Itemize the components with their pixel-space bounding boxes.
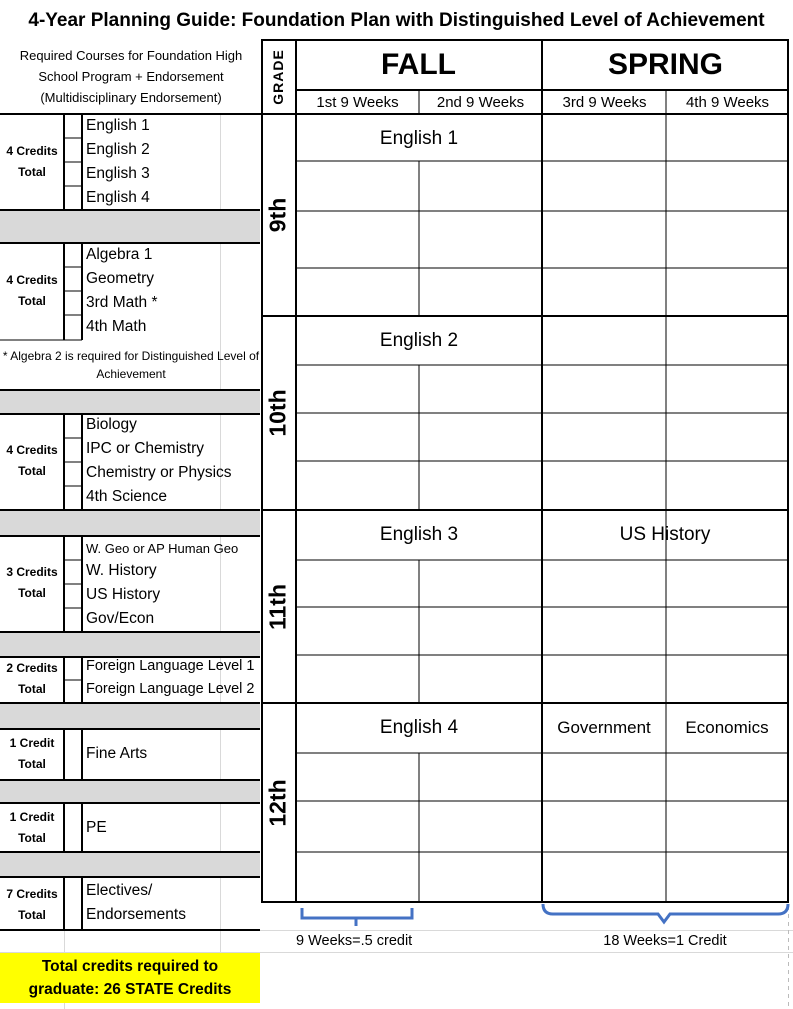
week-header-2: 2nd 9 Weeks [436,94,525,111]
course-biology: Biology [86,416,137,433]
grade-9th: 9th [264,197,291,233]
course-world-geo: W. Geo or AP Human Geo [86,541,239,556]
course-geometry: Geometry [86,270,155,287]
eighteen-weeks-note: 18 Weeks=1 Credit [603,933,727,949]
course-world-history: W. History [86,562,157,579]
week-header-1: 1st 9 Weeks [316,94,399,111]
arts-credits: 1 Credit Total [9,736,55,771]
course-algebra-1: Algebra 1 [86,246,153,263]
grade-label: GRADE [270,49,286,105]
course-us-history: US History [86,586,161,603]
plan-10th-fall: English 2 [379,330,459,351]
math-note: * Algebra 2 is required for Distinguished Level of Achievement [2,349,260,381]
week-header-3: 3rd 9 Weeks [562,94,647,111]
plan-12th-fall: English 4 [379,717,459,738]
course-chemistry-or-physics: Chemistry or Physics [86,464,232,481]
eighteen-weeks-bracket [540,902,792,926]
course-english-4: English 4 [86,189,150,206]
course-english-2: English 2 [86,141,150,158]
science-credits: 4 Credits Total [6,443,58,478]
spring-header: SPRING [607,48,724,81]
plan-12th-q3: Government [557,718,651,737]
plan-11th-fall: English 3 [379,524,459,545]
fall-header: FALL [381,48,456,81]
pe-credits: 1 Credit Total [9,810,55,845]
total-credits-box: Total credits required to graduate: 26 STATE Credits [0,953,260,1003]
course-foreign-language-1: Foreign Language Level 1 [86,658,255,674]
course-gov-econ: Gov/Econ [86,610,155,627]
course-ipc-or-chemistry: IPC or Chemistry [86,440,204,457]
grade-10th: 10th [264,389,291,437]
nine-weeks-note: 9 Weeks=.5 credit [296,933,413,949]
nine-weeks-bracket [300,906,416,928]
plan-9th-fall: English 1 [379,128,459,149]
course-english-3: English 3 [86,165,150,182]
page-title: 4-Year Planning Guide: Foundation Plan with Distinguished Level of Achievement [28,10,765,31]
course-fine-arts: Fine Arts [86,745,148,762]
plan-12th-q4: Economics [685,718,769,737]
course-3rd-math: 3rd Math * [86,294,158,311]
language-credits: 2 Credits Total [6,661,58,696]
left-header: Required Courses for Foundation High School Program + Endorsement (Multidisciplinary Endorsement) [19,48,243,105]
course-english-1: English 1 [86,117,150,134]
course-electives: Electives/ [86,882,153,899]
grade-11th: 11th [264,583,291,630]
plan-11th-spring: US History [619,524,711,545]
english-credits: 4 Credits Total [6,144,58,179]
electives-credits: 7 Credits Total [6,887,58,922]
math-credits: 4 Credits Total [6,273,58,308]
course-endorsements: Endorsements [86,906,186,923]
course-pe: PE [86,819,107,836]
social-credits: 3 Credits Total [6,565,58,600]
course-4th-math: 4th Math [86,318,147,335]
course-foreign-language-2: Foreign Language Level 2 [86,681,255,697]
grade-12th: 12th [264,778,291,827]
week-header-4: 4th 9 Weeks [685,94,770,111]
course-4th-science: 4th Science [86,488,167,505]
